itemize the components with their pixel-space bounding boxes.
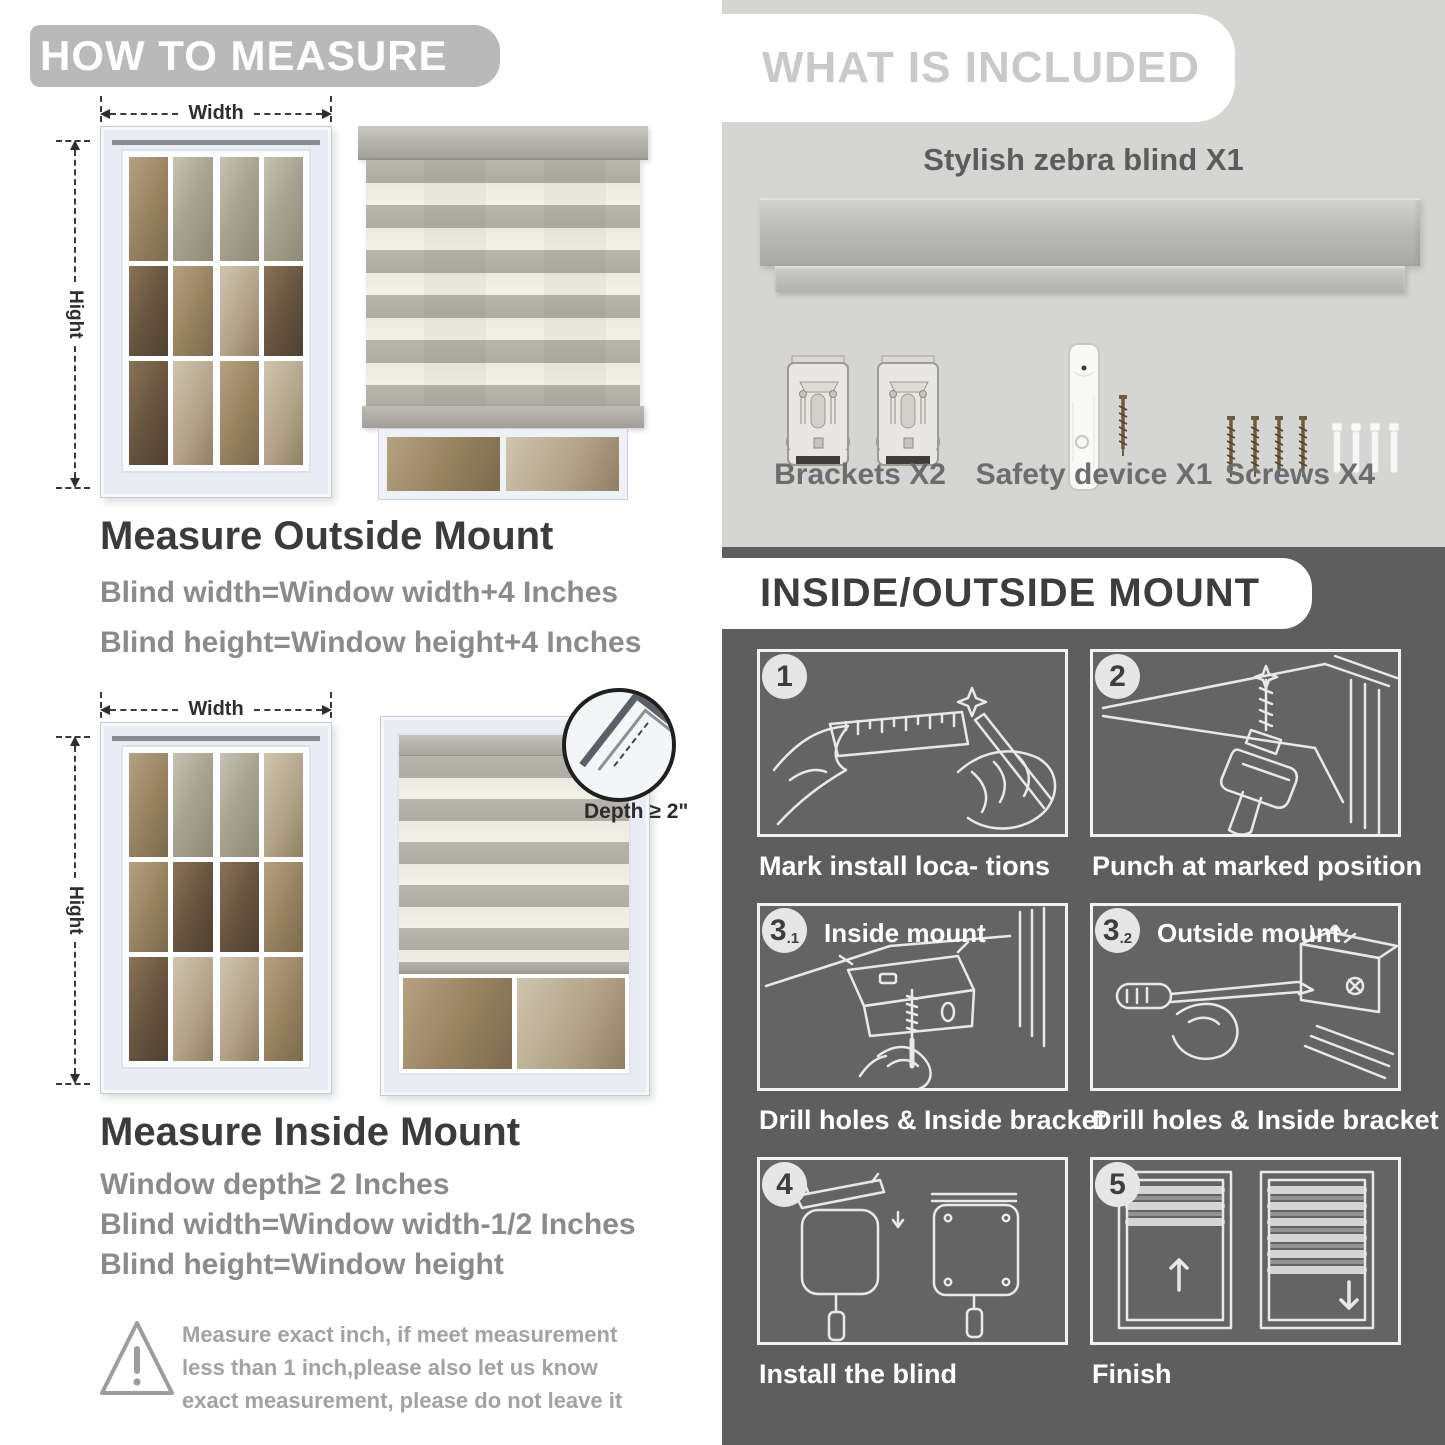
pane (264, 157, 303, 261)
blind-cassette (358, 126, 648, 160)
depth-magnifier-circle (562, 688, 676, 802)
step-subnumber: .1 (786, 930, 800, 947)
outside-formula-height: Blind height=Window height+4 Inches (100, 626, 642, 659)
pane (220, 862, 259, 952)
width-label: Width (188, 102, 244, 124)
step-5-panel (1090, 1157, 1401, 1345)
step-5 (1090, 1157, 1401, 1397)
pane (264, 266, 303, 356)
pane (264, 361, 303, 465)
dimension-guide (56, 1083, 90, 1085)
step-1-caption: Mark install loca- tions (759, 851, 1051, 881)
window-below-blind (399, 974, 629, 1073)
step-number: 1 (776, 660, 793, 693)
dimension-guide (56, 140, 90, 142)
step-3-2-label: Outside mount (1157, 918, 1341, 948)
screw-illustration (1114, 388, 1132, 464)
outside-formula-width: Blind width=Window width+4 Inches (100, 576, 619, 609)
step-3-2 (1090, 903, 1439, 1143)
width-dimension-inside (100, 698, 332, 721)
zebra-blind-headrail (760, 198, 1420, 266)
pane (173, 266, 212, 356)
pane (506, 437, 619, 491)
pane (403, 978, 512, 1069)
step-number-badge (762, 654, 807, 699)
blind-bottom-rail (362, 406, 644, 428)
safety-device-label: Safety device X1 (975, 458, 1213, 491)
step-number: 5 (1109, 1168, 1126, 1201)
step-subnumber: .2 (1119, 930, 1133, 947)
step-3-2-caption: Drill holes & Inside bracket (1092, 1105, 1439, 1135)
pane (129, 266, 168, 356)
inside-formula-height: Blind height=Window height (100, 1248, 504, 1281)
pane (129, 361, 168, 465)
dashed-line (74, 150, 76, 282)
step-3-2-panel (1090, 903, 1401, 1091)
width-label: Width (188, 698, 244, 720)
mount-instructions-section (722, 547, 1445, 1445)
dashed-line (110, 113, 178, 115)
product-name: Stylish zebra blind X1 (923, 142, 1244, 177)
dashed-line (74, 346, 76, 478)
step-1 (757, 649, 1068, 889)
window-head-reveal (112, 140, 320, 145)
height-dimension-outside (62, 140, 88, 488)
pane (220, 157, 259, 261)
window-panes (121, 745, 311, 1069)
inside-formula-depth: Window depth≥ 2 Inches (100, 1168, 450, 1201)
warning-icon (96, 1315, 178, 1401)
step-4-panel (757, 1157, 1068, 1345)
step-5-caption: Finish (1092, 1359, 1172, 1389)
window-photo-outside (100, 126, 332, 498)
pane (173, 862, 212, 952)
step-2 (1090, 649, 1423, 889)
step-1-panel (757, 649, 1068, 837)
step-3-1-label: Inside mount (824, 918, 986, 948)
pane (173, 361, 212, 465)
pane (129, 957, 168, 1061)
dashed-line (254, 709, 322, 711)
step-number-badge (1095, 908, 1140, 953)
pane (173, 157, 212, 261)
screws-label: Screws X4 (1224, 458, 1376, 491)
warning-text: Measure exact inch, if meet measurement less than 1 inch,please also let us know exact measurement, please do not leave it (182, 1322, 623, 1413)
step-number-badge (1095, 654, 1140, 699)
blind-stripes (366, 160, 640, 406)
dashed-line (74, 746, 76, 878)
pane (264, 862, 303, 952)
pane (220, 361, 259, 465)
step-2-panel (1090, 649, 1401, 837)
step-number-badge (762, 908, 807, 953)
step-3-1-panel (757, 903, 1068, 1091)
pane (129, 157, 168, 261)
step-3-1 (757, 903, 1106, 1143)
window-sash (129, 157, 213, 465)
pane (173, 753, 212, 857)
step-number: 4 (776, 1168, 793, 1201)
dimension-guide (56, 487, 90, 489)
pane (387, 437, 500, 491)
pane (220, 957, 259, 1061)
outside-mount-heading: Measure Outside Mount (100, 514, 554, 558)
blind-bottom-rail (399, 962, 629, 974)
inside-mount-heading: Measure Inside Mount (100, 1110, 521, 1154)
window-head-reveal (112, 736, 320, 741)
height-dimension-inside (62, 736, 88, 1084)
window-sash (220, 753, 304, 1061)
pane (129, 862, 168, 952)
depth-callout-label: Depth ≥ 2" (584, 800, 689, 823)
window-panes (121, 149, 311, 473)
brackets-label: Brackets X2 (774, 458, 946, 491)
height-label: Hight (65, 885, 86, 935)
inside-formula-width: Blind width=Window width-1/2 Inches (100, 1208, 636, 1241)
step-number-badge (762, 1162, 807, 1207)
dashed-line (110, 709, 178, 711)
step-number: 3 (769, 914, 787, 947)
how-to-measure-header: HOW TO MEASURE (30, 25, 500, 87)
pane (264, 753, 303, 857)
window-sash (220, 157, 304, 465)
height-label: Hight (65, 289, 86, 339)
step-number: 3 (1102, 914, 1120, 947)
step-number: 2 (1109, 660, 1126, 693)
what-is-included-section (722, 0, 1445, 547)
step-4 (757, 1157, 1068, 1397)
zebra-blind-headrail-lip (775, 266, 1405, 292)
step-2-caption: Punch at marked position (1092, 851, 1423, 881)
pane (517, 978, 626, 1069)
pane (220, 753, 259, 857)
step-4-caption: Install the blind (759, 1359, 958, 1389)
step-number-badge (1095, 1162, 1140, 1207)
dashed-line (254, 113, 322, 115)
pane (220, 266, 259, 356)
pane (173, 957, 212, 1061)
dimension-guide (56, 736, 90, 738)
window-below-blind (378, 428, 628, 500)
zebra-blind-outside (358, 126, 648, 500)
window-sash (129, 753, 213, 1061)
mount-header: INSIDE/OUTSIDE MOUNT (722, 558, 1312, 629)
width-dimension-outside (100, 102, 332, 125)
pane (129, 753, 168, 857)
dashed-line (74, 942, 76, 1074)
window-photo-inside (100, 722, 332, 1094)
pane (264, 957, 303, 1061)
included-header: WHAT IS INCLUDED (722, 14, 1235, 122)
step-3-1-caption: Drill holes & Inside bracket (759, 1105, 1106, 1135)
